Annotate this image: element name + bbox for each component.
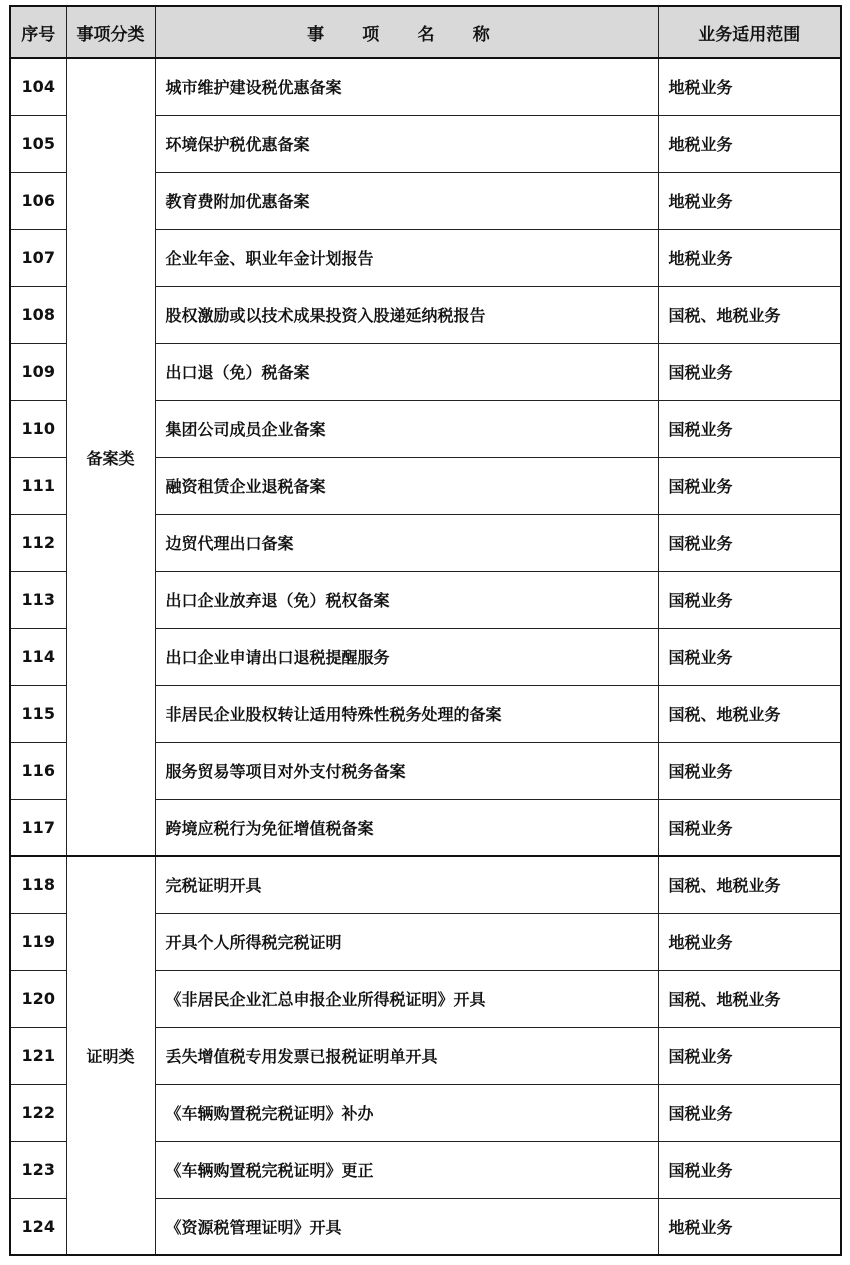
item-scope: 国税业务 xyxy=(658,799,841,856)
row-number: 115 xyxy=(10,685,66,742)
item-name: 《车辆购置税完税证明》补办 xyxy=(155,1084,658,1141)
row-number: 116 xyxy=(10,742,66,799)
item-name: 《资源税管理证明》开具 xyxy=(155,1198,658,1255)
item-name: 出口企业放弃退（免）税权备案 xyxy=(155,571,658,628)
item-name: 城市维护建设税优惠备案 xyxy=(155,58,658,115)
item-scope: 地税业务 xyxy=(658,172,841,229)
item-scope: 地税业务 xyxy=(658,58,841,115)
category-cell: 备案类 xyxy=(66,58,155,856)
item-scope: 国税、地税业务 xyxy=(658,286,841,343)
row-number: 114 xyxy=(10,628,66,685)
item-scope: 国税业务 xyxy=(658,514,841,571)
row-number: 121 xyxy=(10,1027,66,1084)
item-name: 开具个人所得税完税证明 xyxy=(155,913,658,970)
item-name: 教育费附加优惠备案 xyxy=(155,172,658,229)
item-name: 融资租赁企业退税备案 xyxy=(155,457,658,514)
item-name: 丢失增值税专用发票已报税证明单开具 xyxy=(155,1027,658,1084)
item-scope: 国税业务 xyxy=(658,1084,841,1141)
header-row xyxy=(10,6,841,58)
table-body xyxy=(10,58,841,1255)
item-name: 出口企业申请出口退税提醒服务 xyxy=(155,628,658,685)
header-scope: 业务适用范围 xyxy=(658,6,841,58)
row-number: 119 xyxy=(10,913,66,970)
item-name: 《车辆购置税完税证明》更正 xyxy=(155,1141,658,1198)
item-scope: 国税业务 xyxy=(658,343,841,400)
header-name: 事 项 名 称 xyxy=(155,6,658,58)
item-scope: 国税业务 xyxy=(658,1141,841,1198)
item-name: 出口退（免）税备案 xyxy=(155,343,658,400)
row-number: 106 xyxy=(10,172,66,229)
item-scope: 国税业务 xyxy=(658,571,841,628)
item-name: 非居民企业股权转让适用特殊性税务处理的备案 xyxy=(155,685,658,742)
item-scope: 国税业务 xyxy=(658,628,841,685)
item-name: 跨境应税行为免征增值税备案 xyxy=(155,799,658,856)
item-name: 完税证明开具 xyxy=(155,856,658,913)
table-row xyxy=(10,58,841,115)
row-number: 111 xyxy=(10,457,66,514)
item-name: 《非居民企业汇总申报企业所得税证明》开具 xyxy=(155,970,658,1027)
item-scope: 地税业务 xyxy=(658,115,841,172)
row-number: 104 xyxy=(10,58,66,115)
item-scope: 国税、地税业务 xyxy=(658,685,841,742)
item-scope: 国税业务 xyxy=(658,1027,841,1084)
item-scope: 国税业务 xyxy=(658,742,841,799)
item-scope: 国税、地税业务 xyxy=(658,856,841,913)
row-number: 108 xyxy=(10,286,66,343)
item-scope: 国税、地税业务 xyxy=(658,970,841,1027)
row-number: 112 xyxy=(10,514,66,571)
row-number: 118 xyxy=(10,856,66,913)
item-name: 股权激励或以技术成果投资入股递延纳税报告 xyxy=(155,286,658,343)
item-scope: 地税业务 xyxy=(658,229,841,286)
table-row xyxy=(10,856,841,913)
row-number: 123 xyxy=(10,1141,66,1198)
row-number: 105 xyxy=(10,115,66,172)
item-scope: 国税业务 xyxy=(658,400,841,457)
item-name: 边贸代理出口备案 xyxy=(155,514,658,571)
item-name: 企业年金、职业年金计划报告 xyxy=(155,229,658,286)
row-number: 107 xyxy=(10,229,66,286)
item-name: 集团公司成员企业备案 xyxy=(155,400,658,457)
row-number: 122 xyxy=(10,1084,66,1141)
row-number: 124 xyxy=(10,1198,66,1255)
row-number: 120 xyxy=(10,970,66,1027)
tax-items-table xyxy=(9,5,842,1256)
item-name: 环境保护税优惠备案 xyxy=(155,115,658,172)
header-no: 序号 xyxy=(10,6,66,58)
item-name: 服务贸易等项目对外支付税务备案 xyxy=(155,742,658,799)
row-number: 110 xyxy=(10,400,66,457)
header-category: 事项分类 xyxy=(66,6,155,58)
category-cell: 证明类 xyxy=(66,856,155,1255)
item-scope: 地税业务 xyxy=(658,1198,841,1255)
row-number: 109 xyxy=(10,343,66,400)
row-number: 113 xyxy=(10,571,66,628)
item-scope: 国税业务 xyxy=(658,457,841,514)
item-scope: 地税业务 xyxy=(658,913,841,970)
row-number: 117 xyxy=(10,799,66,856)
